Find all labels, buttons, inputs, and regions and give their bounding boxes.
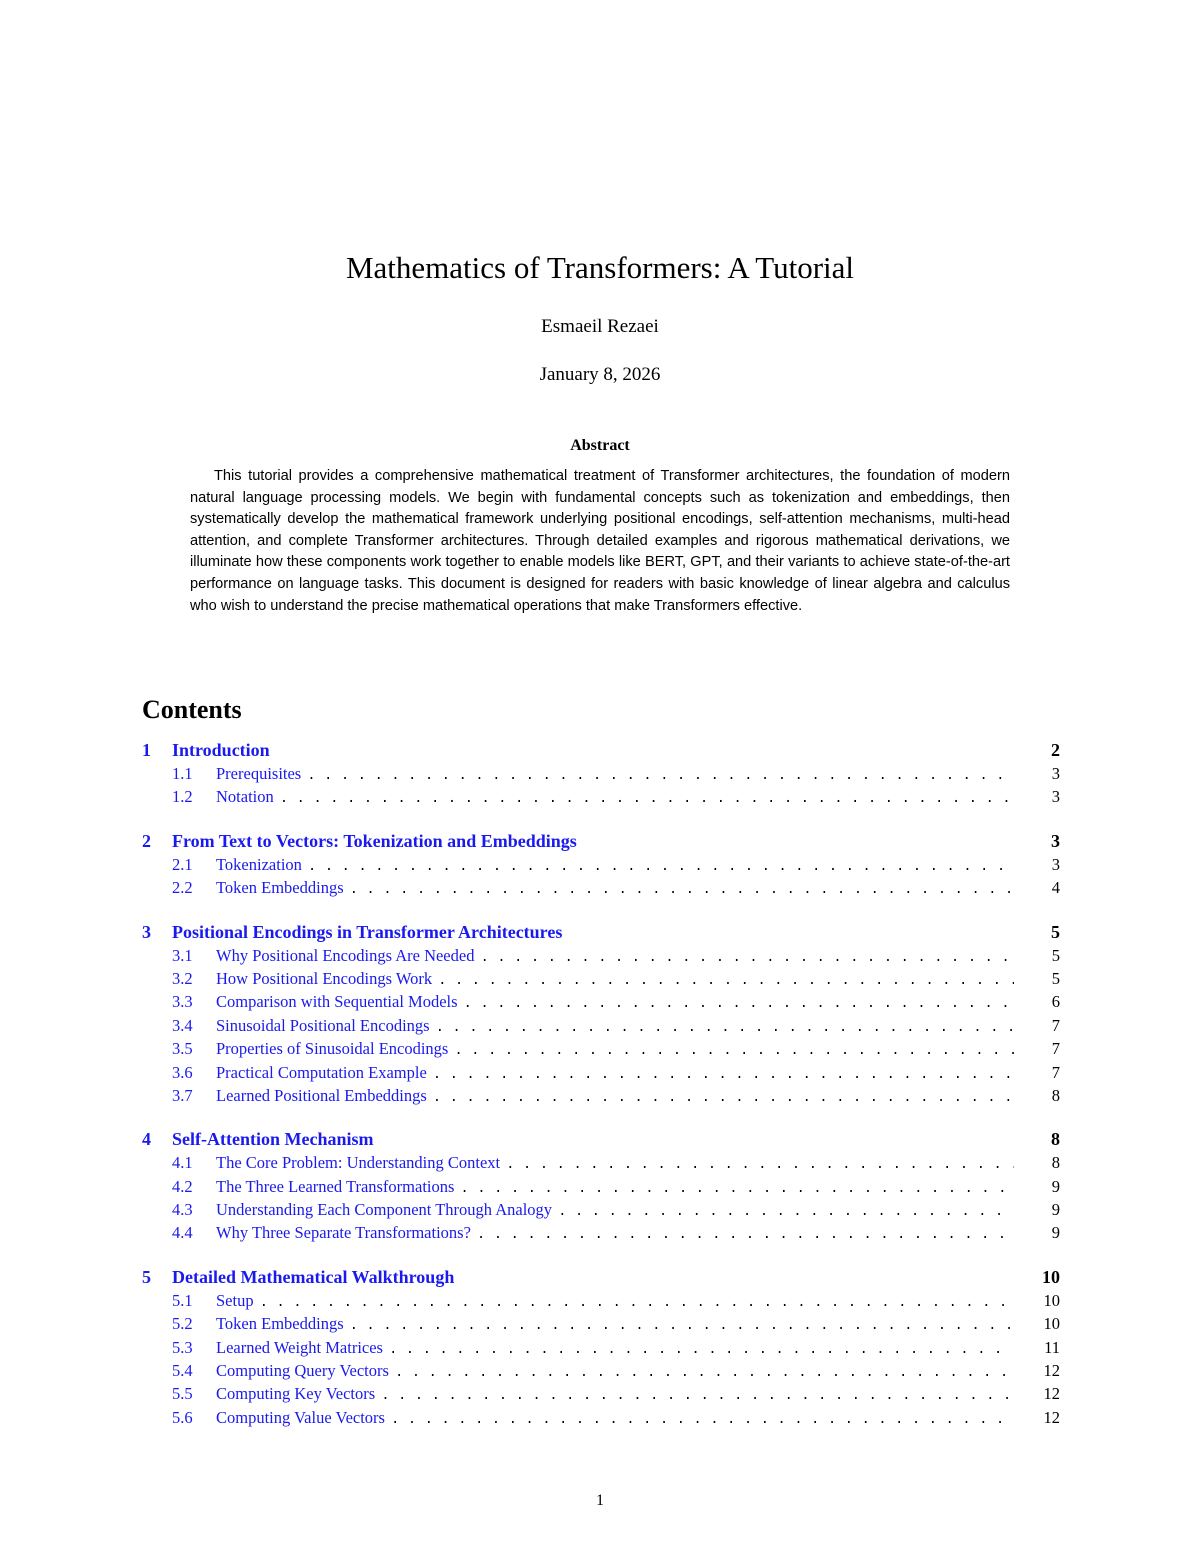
toc-dot-leader: [260, 1295, 1014, 1311]
toc-subsection-entry[interactable]: [142, 1314, 1060, 1337]
toc-section-entry[interactable]: [142, 1129, 1060, 1153]
toc-dot-leader: [464, 996, 1014, 1012]
page-number: 1: [596, 1492, 604, 1509]
toc-dot-leader: [395, 1365, 1014, 1381]
toc-subsection-entry[interactable]: [142, 1223, 1060, 1246]
toc-section: [142, 1129, 1060, 1247]
toc-subsection-number[interactable]: 2.1: [172, 854, 193, 874]
toc-page-number: 3: [1051, 764, 1060, 783]
toc-page-number: 12: [1043, 1407, 1060, 1427]
toc-subsection-link[interactable]: Token Embeddings: [216, 878, 344, 898]
toc-subsection-number[interactable]: 5.2: [172, 1314, 193, 1334]
toc-dot-leader: [389, 1342, 1014, 1358]
toc-subsection-number[interactable]: 3.3: [172, 992, 193, 1012]
toc-subsection-link[interactable]: Practical Computation Example: [216, 1062, 427, 1082]
toc-dot-leader: [460, 1181, 1014, 1197]
toc-subsection-link[interactable]: Learned Weight Matrices: [216, 1337, 383, 1357]
toc-subsection-link[interactable]: Computing Key Vectors: [216, 1384, 376, 1404]
toc-dot-leader: [506, 1157, 1014, 1173]
toc-section-number[interactable]: 4: [142, 1129, 151, 1150]
toc-subsection-number[interactable]: 4.3: [172, 1200, 193, 1220]
toc-section: [142, 740, 1060, 811]
toc-section-number[interactable]: 5: [142, 1266, 151, 1287]
toc-subsection-number[interactable]: 3.1: [172, 945, 193, 965]
toc-subsection-number[interactable]: 1.1: [172, 764, 193, 783]
toc-dot-leader: [558, 1204, 1014, 1220]
toc-section-link[interactable]: From Text to Vectors: Tokenization and Embeddings: [172, 830, 577, 851]
toc-section-entry[interactable]: [142, 922, 1060, 946]
toc-page-number: 12: [1043, 1361, 1060, 1381]
toc-subsection-entry[interactable]: [142, 1086, 1060, 1109]
toc-page-number: 9: [1051, 1223, 1060, 1243]
toc-page-number: 5: [1051, 945, 1060, 965]
toc-section-number[interactable]: 2: [142, 830, 151, 851]
toc-page-number: 10: [1042, 1266, 1060, 1287]
toc-subsection-link[interactable]: The Three Learned Transformations: [216, 1176, 455, 1196]
toc-section: [142, 922, 1060, 1110]
toc-page-number: 2: [1051, 740, 1060, 760]
toc-dot-leader: [438, 973, 1014, 989]
toc-subsection-entry[interactable]: [142, 1338, 1060, 1361]
toc-subsection-entry[interactable]: [142, 992, 1060, 1015]
toc-subsection-number[interactable]: 4.2: [172, 1176, 193, 1196]
toc-dot-leader: [350, 1318, 1014, 1334]
toc-subsection-link[interactable]: Prerequisites: [216, 764, 302, 783]
toc-section-link[interactable]: Self-Attention Mechanism: [172, 1129, 374, 1150]
toc-subsection-entry[interactable]: [142, 1361, 1060, 1384]
toc-section-entry[interactable]: [142, 1267, 1060, 1291]
toc-subsection-entry[interactable]: [142, 1177, 1060, 1200]
toc-section: [142, 1267, 1060, 1431]
toc-subsection-entry[interactable]: [142, 1200, 1060, 1223]
toc-subsection-number[interactable]: 2.2: [172, 878, 193, 898]
toc-section-number[interactable]: 1: [142, 740, 151, 760]
table-of-contents: [142, 740, 1060, 1451]
paper-date: January 8, 2026: [539, 364, 661, 385]
toc-section-link[interactable]: Detailed Mathematical Walkthrough: [172, 1266, 455, 1287]
toc-subsection-entry[interactable]: [142, 946, 1060, 969]
toc-subsection-link[interactable]: Learned Positional Embeddings: [216, 1085, 427, 1105]
paper-title: Mathematics of Transformers: A Tutorial: [345, 250, 855, 285]
toc-page-number: 9: [1051, 1176, 1060, 1196]
toc-subsection-entry[interactable]: [142, 1384, 1060, 1407]
toc-subsection-link[interactable]: Why Three Separate Transformations?: [216, 1223, 471, 1243]
toc-subsection-link[interactable]: How Positional Encodings Work: [216, 968, 433, 988]
toc-dot-leader: [350, 882, 1014, 898]
toc-dot-leader: [280, 791, 1014, 807]
toc-page-number: 8: [1051, 1129, 1060, 1150]
toc-section-link[interactable]: Positional Encodings in Transformer Architectures: [172, 921, 563, 942]
toc-page-number: 5: [1051, 921, 1060, 942]
toc-subsection-link[interactable]: Properties of Sinusoidal Encodings: [216, 1039, 449, 1059]
toc-page-number: 3: [1051, 854, 1060, 874]
toc-page-number: 3: [1051, 787, 1060, 807]
toc-subsection-entry[interactable]: [142, 1153, 1060, 1176]
toc-subsection-entry[interactable]: [142, 1291, 1060, 1314]
toc-page-number: 9: [1051, 1200, 1060, 1220]
toc-subsection-link[interactable]: Comparison with Sequential Models: [216, 992, 458, 1012]
toc-subsection-link[interactable]: Computing Value Vectors: [216, 1407, 385, 1427]
toc-subsection-number[interactable]: 3.6: [172, 1062, 193, 1082]
toc-subsection-entry[interactable]: [142, 787, 1060, 810]
toc-dot-leader: [307, 768, 1014, 784]
toc-subsection-link[interactable]: Token Embeddings: [216, 1314, 344, 1334]
toc-subsection-number[interactable]: 5.4: [172, 1361, 193, 1381]
toc-page-number: 7: [1051, 1015, 1060, 1035]
toc-subsection-entry[interactable]: [142, 764, 1060, 787]
toc-subsection-link[interactable]: Computing Query Vectors: [216, 1361, 389, 1381]
toc-dot-leader: [391, 1412, 1014, 1428]
contents-heading: Contents: [142, 695, 242, 724]
toc-subsection-entry[interactable]: [142, 878, 1060, 901]
toc-page-number: 8: [1051, 1153, 1060, 1173]
toc-section: [142, 831, 1060, 902]
abstract-heading: Abstract: [570, 437, 630, 454]
toc-dot-leader: [477, 1227, 1014, 1243]
toc-page-number: 5: [1051, 968, 1060, 988]
toc-page-number: 8: [1051, 1085, 1060, 1105]
toc-page-number: 11: [1044, 1337, 1060, 1357]
toc-subsection-link[interactable]: Sinusoidal Positional Encodings: [216, 1015, 430, 1035]
toc-subsection-number[interactable]: 5.6: [172, 1407, 193, 1427]
toc-subsection-entry[interactable]: [142, 1063, 1060, 1086]
toc-page-number: 10: [1043, 1290, 1060, 1310]
toc-subsection-number[interactable]: 3.4: [172, 1015, 193, 1035]
author-name: Esmaeil Rezaei: [541, 316, 659, 337]
toc-dot-leader: [436, 1020, 1014, 1036]
toc-page-number: 3: [1051, 830, 1060, 851]
toc-dot-leader: [480, 950, 1014, 966]
toc-subsection-number[interactable]: 3.5: [172, 1039, 193, 1059]
toc-subsection-number[interactable]: 3.2: [172, 968, 193, 988]
toc-subsection-link[interactable]: Why Positional Encodings Are Needed: [216, 945, 475, 965]
toc-section-entry[interactable]: [142, 740, 1060, 764]
toc-page-number: 6: [1051, 992, 1060, 1012]
toc-subsection-number[interactable]: 4.4: [172, 1223, 193, 1243]
toc-dot-leader: [433, 1067, 1014, 1083]
toc-section-entry[interactable]: [142, 831, 1060, 855]
toc-subsection-link[interactable]: Setup: [216, 1290, 254, 1310]
toc-subsection-entry[interactable]: [142, 1408, 1060, 1431]
toc-subsection-link[interactable]: Understanding Each Component Through Analogy: [216, 1200, 553, 1220]
toc-subsection-number[interactable]: 5.3: [172, 1337, 193, 1357]
toc-subsection-link[interactable]: Tokenization: [216, 854, 302, 874]
toc-section-number[interactable]: 3: [142, 921, 151, 942]
toc-subsection-entry[interactable]: [142, 1016, 1060, 1039]
toc-subsection-number[interactable]: 4.1: [172, 1153, 193, 1173]
toc-subsection-entry[interactable]: [142, 855, 1060, 878]
toc-subsection-link[interactable]: The Core Problem: Understanding Context: [216, 1153, 501, 1173]
toc-page-number: 4: [1051, 878, 1060, 898]
toc-page-number: 12: [1043, 1384, 1060, 1404]
toc-page-number: 10: [1043, 1314, 1060, 1334]
abstract-text: This tutorial provides a comprehensive mathematical treatment of Transformer architectures, the foundation of modern natural language processing models. We begin with fundamental concepts such as tokenization and embeddings, then systematically develop the mathematical framework underlying positional encodings, self-attention mechanisms, multi-head attention, and complete Transformer architectures. Through detailed examples and rigorous mathematical derivations, we illuminate how these components work together to enable models like BERT, GPT, and their variants to achieve state-of-the-art performance on language tasks. This document is designed for readers with basic knowledge of linear algebra and calculus who wish to understand the precise mathematical operations that make Transformers effective.: [190, 468, 1010, 614]
toc-subsection-link[interactable]: Notation: [216, 787, 274, 807]
toc-dot-leader: [433, 1090, 1014, 1106]
toc-subsection-number[interactable]: 5.1: [172, 1290, 193, 1310]
toc-section-link[interactable]: Introduction: [172, 740, 270, 760]
toc-page-number: 7: [1051, 1039, 1060, 1059]
toc-dot-leader: [454, 1043, 1014, 1059]
toc-subsection-entry[interactable]: [142, 1039, 1060, 1062]
toc-subsection-number[interactable]: 1.2: [172, 787, 193, 807]
toc-subsection-number[interactable]: 3.7: [172, 1085, 193, 1105]
toc-subsection-entry[interactable]: [142, 969, 1060, 992]
toc-dot-leader: [308, 859, 1014, 875]
toc-dot-leader: [381, 1388, 1014, 1404]
toc-subsection-number[interactable]: 5.5: [172, 1384, 193, 1404]
toc-page-number: 7: [1051, 1062, 1060, 1082]
